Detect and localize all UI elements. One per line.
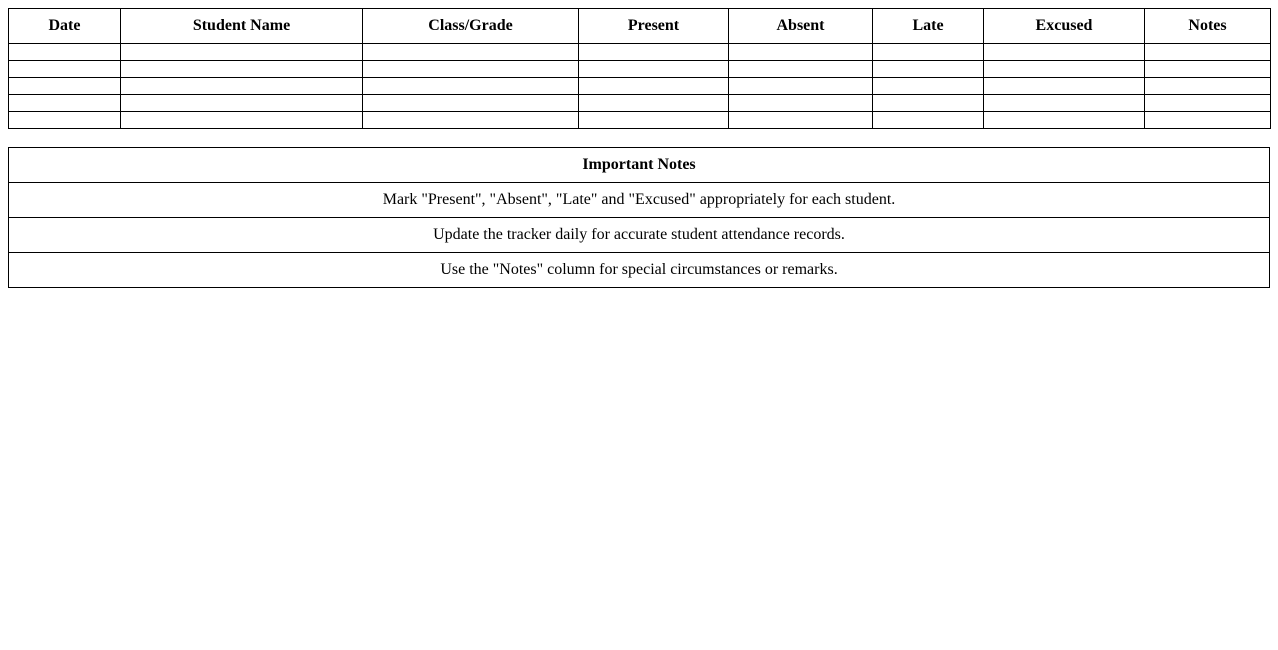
note-row <box>9 253 1270 288</box>
table-cell[interactable] <box>984 61 1145 78</box>
table-cell[interactable] <box>121 112 363 129</box>
table-cell[interactable] <box>121 44 363 61</box>
table-cell[interactable] <box>729 112 873 129</box>
table-cell[interactable] <box>579 112 729 129</box>
note-row <box>9 183 1270 218</box>
column-header-class-grade: Class/Grade <box>363 9 579 44</box>
table-cell[interactable] <box>363 95 579 112</box>
table-cell[interactable] <box>1145 61 1271 78</box>
table-cell[interactable] <box>363 112 579 129</box>
table-cell[interactable] <box>729 95 873 112</box>
table-cell[interactable] <box>984 112 1145 129</box>
table-row <box>9 78 1271 95</box>
column-header-absent: Absent <box>729 9 873 44</box>
important-notes-table <box>8 147 1270 288</box>
table-cell[interactable] <box>984 95 1145 112</box>
table-cell[interactable] <box>729 61 873 78</box>
table-cell[interactable] <box>9 95 121 112</box>
column-header-excused: Excused <box>984 9 1145 44</box>
table-cell[interactable] <box>579 44 729 61</box>
table-cell[interactable] <box>873 44 984 61</box>
notes-title-row <box>9 148 1270 183</box>
column-header-student-name: Student Name <box>121 9 363 44</box>
table-row <box>9 112 1271 129</box>
table-cell[interactable] <box>1145 112 1271 129</box>
table-row <box>9 61 1271 78</box>
table-cell[interactable] <box>729 78 873 95</box>
column-header-present: Present <box>579 9 729 44</box>
table-cell[interactable] <box>579 78 729 95</box>
table-cell[interactable] <box>579 61 729 78</box>
header-row <box>9 9 1271 44</box>
table-cell[interactable] <box>984 44 1145 61</box>
table-cell[interactable] <box>873 78 984 95</box>
table-cell[interactable] <box>1145 44 1271 61</box>
table-cell[interactable] <box>873 95 984 112</box>
column-header-notes: Notes <box>1145 9 1271 44</box>
column-header-late: Late <box>873 9 984 44</box>
table-cell[interactable] <box>363 78 579 95</box>
tracker-header <box>9 9 1271 44</box>
note-item: Mark "Present", "Absent", "Late" and "Excused" appropriately for each student. <box>9 183 1270 218</box>
table-cell[interactable] <box>363 44 579 61</box>
table-cell[interactable] <box>579 95 729 112</box>
attendance-tracker-table <box>8 8 1271 129</box>
table-cell[interactable] <box>729 44 873 61</box>
table-cell[interactable] <box>873 61 984 78</box>
note-row <box>9 218 1270 253</box>
table-cell[interactable] <box>363 61 579 78</box>
table-cell[interactable] <box>121 61 363 78</box>
column-header-date: Date <box>9 9 121 44</box>
notes-title: Important Notes <box>9 148 1270 183</box>
note-item: Update the tracker daily for accurate student attendance records. <box>9 218 1270 253</box>
table-cell[interactable] <box>9 44 121 61</box>
page-content <box>8 8 1270 288</box>
table-cell[interactable] <box>9 61 121 78</box>
table-cell[interactable] <box>873 112 984 129</box>
table-row <box>9 44 1271 61</box>
table-cell[interactable] <box>9 78 121 95</box>
table-cell[interactable] <box>9 112 121 129</box>
table-cell[interactable] <box>984 78 1145 95</box>
notes-header <box>9 148 1270 183</box>
notes-body <box>9 183 1270 288</box>
table-row <box>9 95 1271 112</box>
table-cell[interactable] <box>121 95 363 112</box>
tracker-body <box>9 44 1271 129</box>
table-cell[interactable] <box>1145 78 1271 95</box>
table-cell[interactable] <box>121 78 363 95</box>
table-cell[interactable] <box>1145 95 1271 112</box>
note-item: Use the "Notes" column for special circumstances or remarks. <box>9 253 1270 288</box>
